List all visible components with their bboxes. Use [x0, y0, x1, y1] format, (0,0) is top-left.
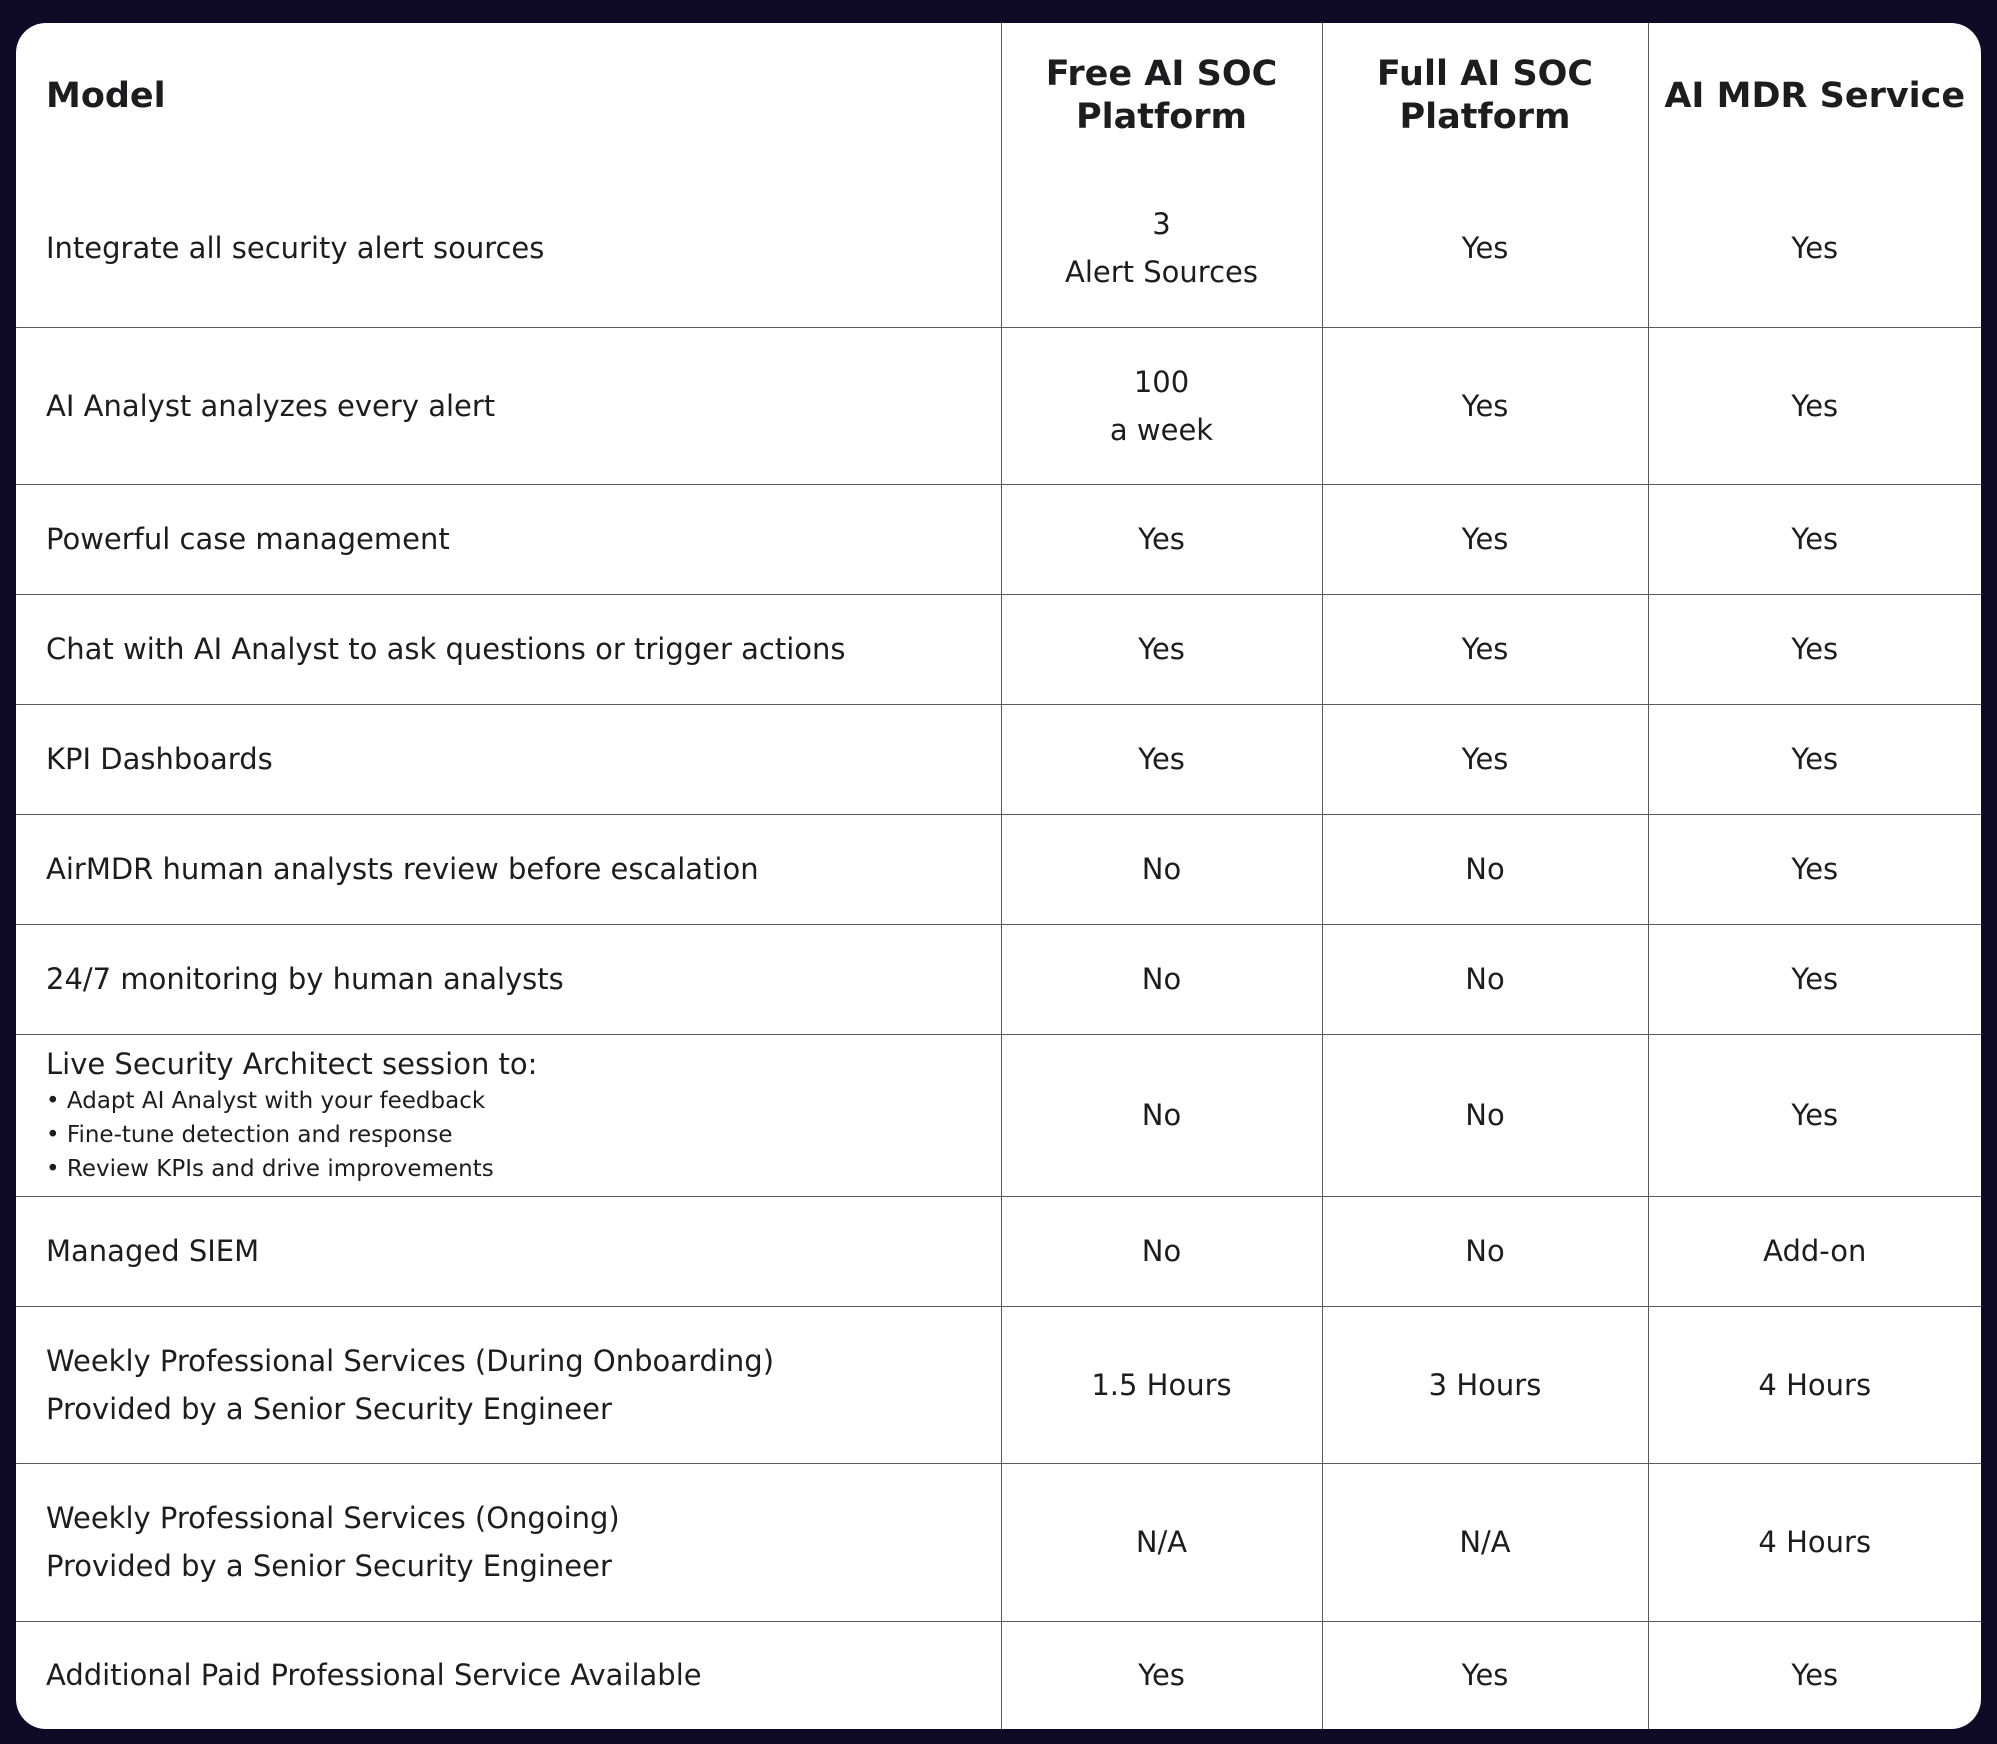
mdr-cell: Yes — [1648, 169, 1981, 327]
feature-cell: AirMDR human analysts review before escalation — [16, 814, 1001, 924]
mdr-cell: Yes — [1648, 924, 1981, 1034]
header-full-ai-soc-platform — [1322, 23, 1648, 169]
feature-title: Live Security Architect session to: — [46, 1047, 538, 1081]
free-value-line2: Alert Sources — [1065, 254, 1258, 289]
full-cell: 3 Hours — [1322, 1306, 1648, 1463]
bullet-item: • Fine-tune detection and response — [46, 1118, 1001, 1152]
mdr-cell: 4 Hours — [1648, 1306, 1981, 1463]
feature-line2: Provided by a Senior Security Engineer — [46, 1391, 612, 1426]
table-row — [16, 169, 1981, 327]
table-row — [16, 1306, 1981, 1463]
mdr-cell: Yes — [1648, 704, 1981, 814]
free-cell: Yes — [1001, 594, 1322, 704]
free-value-line1: 3 — [1152, 206, 1171, 241]
free-cell — [1001, 327, 1322, 484]
full-cell: N/A — [1322, 1463, 1648, 1621]
mdr-cell: Yes — [1648, 594, 1981, 704]
table-row — [16, 704, 1981, 814]
mdr-cell: 4 Hours — [1648, 1463, 1981, 1621]
header-ai-mdr-service: AI MDR Service — [1648, 23, 1981, 169]
table-row — [16, 924, 1981, 1034]
feature-line1: Weekly Professional Services (Ongoing) — [46, 1501, 620, 1535]
feature-cell: Chat with AI Analyst to ask questions or trigger actions — [16, 594, 1001, 704]
full-cell: Yes — [1322, 169, 1648, 327]
feature-cell — [16, 1306, 1001, 1463]
feature-cell: KPI Dashboards — [16, 704, 1001, 814]
free-cell: Yes — [1001, 1621, 1322, 1729]
free-cell: 1.5 Hours — [1001, 1306, 1322, 1463]
feature-cell: 24/7 monitoring by human analysts — [16, 924, 1001, 1034]
feature-cell: AI Analyst analyzes every alert — [16, 327, 1001, 484]
header-free-line2: Platform — [1075, 97, 1247, 137]
table-row — [16, 1196, 1981, 1306]
full-cell: Yes — [1322, 1621, 1648, 1729]
bullet-item: • Adapt AI Analyst with your feedback — [46, 1084, 1001, 1118]
free-cell: No — [1001, 924, 1322, 1034]
comparison-table — [16, 23, 1981, 1729]
full-cell: Yes — [1322, 484, 1648, 594]
free-cell: No — [1001, 1034, 1322, 1196]
mdr-cell: Yes — [1648, 327, 1981, 484]
mdr-cell: Yes — [1648, 814, 1981, 924]
feature-line2: Provided by a Senior Security Engineer — [46, 1549, 612, 1583]
header-row — [16, 23, 1981, 169]
table-row — [16, 814, 1981, 924]
feature-cell: Managed SIEM — [16, 1196, 1001, 1306]
table-row — [16, 594, 1981, 704]
feature-cell: Additional Paid Professional Service Available — [16, 1621, 1001, 1729]
comparison-card — [16, 23, 1981, 1729]
free-value-line2: a week — [1109, 412, 1214, 447]
mdr-cell: Yes — [1648, 484, 1981, 594]
mdr-cell: Add-on — [1648, 1196, 1981, 1306]
free-cell — [1001, 169, 1322, 327]
full-cell: No — [1322, 924, 1648, 1034]
full-cell: Yes — [1322, 704, 1648, 814]
header-free-ai-soc-platform — [1001, 23, 1322, 169]
feature-cell — [16, 1034, 1001, 1196]
table-row — [16, 484, 1981, 594]
header-model: Model — [46, 75, 166, 116]
feature-cell — [16, 1463, 1001, 1621]
free-cell: No — [1001, 814, 1322, 924]
mdr-cell: Yes — [1648, 1621, 1981, 1729]
table-row — [16, 1621, 1981, 1729]
full-cell: No — [1322, 814, 1648, 924]
free-cell: No — [1001, 1196, 1322, 1306]
bullet-list — [46, 1084, 1001, 1186]
mdr-cell: Yes — [1648, 1034, 1981, 1196]
full-cell: No — [1322, 1196, 1648, 1306]
full-cell: Yes — [1322, 327, 1648, 484]
bullet-item: • Review KPIs and drive improvements — [46, 1152, 1001, 1186]
header-full-line1: Full AI SOC — [1376, 54, 1594, 94]
table-row — [16, 327, 1981, 484]
free-cell: Yes — [1001, 704, 1322, 814]
full-cell: No — [1322, 1034, 1648, 1196]
table-row — [16, 1463, 1981, 1621]
full-cell: Yes — [1322, 594, 1648, 704]
feature-cell: Powerful case management — [16, 484, 1001, 594]
feature-cell: Integrate all security alert sources — [46, 230, 545, 265]
free-value-line1: 100 — [1133, 364, 1190, 399]
table-row — [16, 1034, 1981, 1196]
feature-line1: Weekly Professional Services (During Onboarding) — [46, 1343, 775, 1378]
header-free-line1: Free AI SOC — [1045, 54, 1278, 94]
free-cell: Yes — [1001, 484, 1322, 594]
header-full-line2: Platform — [1399, 97, 1571, 137]
free-cell: N/A — [1001, 1463, 1322, 1621]
